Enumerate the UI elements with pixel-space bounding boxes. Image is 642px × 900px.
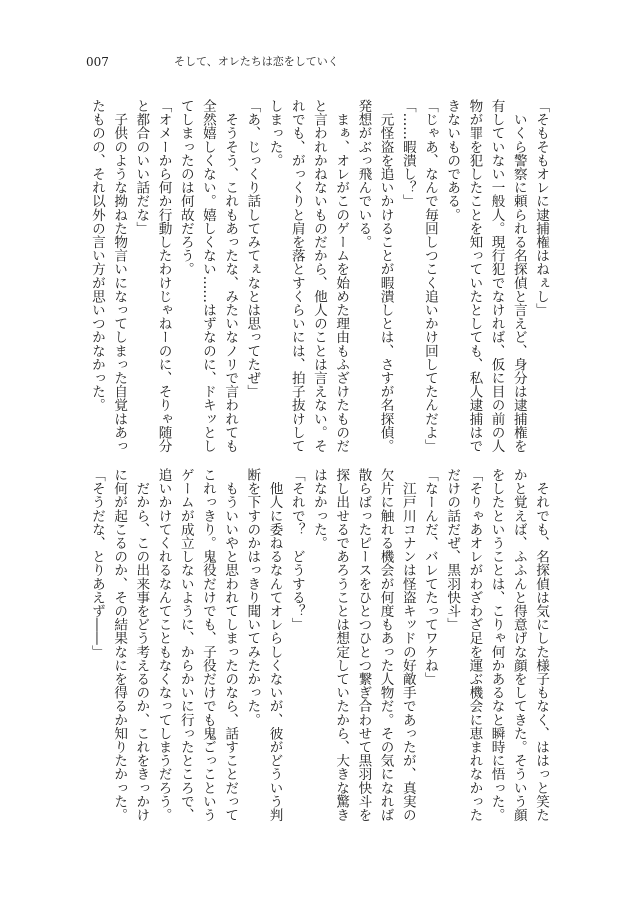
text-column: てしまったのは何故だろう。 [177, 99, 194, 276]
text-column: もういいやと思われてしまったのなら、話すことだって [222, 468, 239, 822]
text-column: 発想がぶっ飛んでいる。 [355, 99, 372, 249]
text-column: 追いかけてくれるなんてこともなくなってしまうだろう。 [155, 468, 172, 822]
text-column: 「オメーから何か行動したわけじゃねーのに、そりゃ随分 [155, 99, 172, 453]
text-column: いくら警察に頼られる名探偵と言えど、身分は逮捕権を [510, 99, 527, 453]
text-column: だけの話だぜ、黒羽快斗」 [444, 468, 461, 632]
text-column: と都合のいい話だな」 [133, 99, 150, 235]
text-column: はなかった。 [310, 468, 327, 550]
text-column: 「そもそもオレに逮捕権はねぇし」 [533, 99, 549, 317]
page-number: 007 [86, 55, 109, 69]
running-title: そして、オレたちは恋をしていく [174, 55, 339, 68]
text-column: 「それで？ どうする？」 [288, 468, 305, 632]
text-column: それでも、名探偵は気にした様子もなく、ははっと笑た [533, 468, 549, 822]
text-column: 「そりゃあオレがわざわざ足を運ぶ機会に恵まれなかった [466, 468, 483, 822]
text-column: だから、この出来事をどう考えるのか、これをきっかけ [133, 468, 150, 822]
text-column: に何が起こるのか、その結果なにを得るか知りたかった。 [111, 468, 128, 822]
text-column: かと覚えば、ふふんと得意げな顔をしてきた。そういう顔 [510, 468, 527, 822]
text-column: 元怪盗を追いかけることが暇潰しとは、さすが名探偵。 [377, 99, 394, 453]
text-column: 断を下すのかはっきり聞いてみたかった。 [244, 468, 261, 727]
text-column: 散らばったピースをひとつひとつ繋ぎ合わせて黒羽快斗を [355, 468, 372, 822]
text-column: をしたということは、こりゃ何かあるなと瞬時に悟った。 [488, 468, 505, 822]
text-column: 欠片に触れる機会が何度もあった人物だ。その気になれば [377, 468, 394, 822]
text-column: 子供のような拗ねた物言いになってしまった自覚はあっ [111, 99, 128, 453]
text-column: 「あ、じっくり話してみてぇなとは思ってたぜ」 [244, 99, 261, 399]
text-column: 「……暇潰し？」 [399, 99, 416, 208]
text-column: しまった。 [266, 99, 283, 167]
text-column: 物が罪を犯したことを知っていたとしても、私人逮捕はで [466, 99, 483, 453]
text-column: そうそう、これもあったな、みたいなノリで言われても [222, 99, 239, 453]
text-column: きないものである。 [444, 99, 461, 222]
text-column: 「そうだな、とりあえず――」 [88, 468, 105, 659]
upper-text-block [85, 99, 552, 459]
text-column: まぁ、オレがこのゲームを始めた理由もふざけたものだ [333, 99, 350, 453]
text-column: と言われかねないものだから、他人のことは言えない。そ [310, 99, 327, 453]
text-column: これっきり。鬼役だけでも、子役だけでも鬼ごっこという [199, 468, 216, 822]
text-column: 「じゃあ、なんで毎回しつこく追いかけ回してたんだよ」 [421, 99, 438, 453]
text-column: 江戸川コナンは怪盗キッドの好敵手であったが、真実の [399, 468, 416, 822]
lower-text-block [85, 468, 552, 828]
text-column: 有していない一般人。現行犯でなければ、仮に目の前の人 [488, 99, 505, 453]
text-column: 探し出せるであろうことは想定していたから、大きな驚き [333, 468, 350, 822]
text-column: ゲームが成立しないように、からかいに行ったところで、 [177, 468, 194, 822]
text-column: れでも、がっくりと肩を落とすくらいには、拍子抜けして [288, 99, 305, 453]
text-column: 他人に委ねるなんてオレらしくないが、彼がどういう判 [266, 468, 283, 822]
text-column: 「なーんだ、バレてたってワケね」 [421, 468, 438, 686]
text-column: 全然嬉しくない。嬉しくない……はずなのに、ドキッとし [199, 99, 216, 453]
text-column: たものの、それ以外の言い方が思いつかなかった。 [88, 99, 105, 412]
